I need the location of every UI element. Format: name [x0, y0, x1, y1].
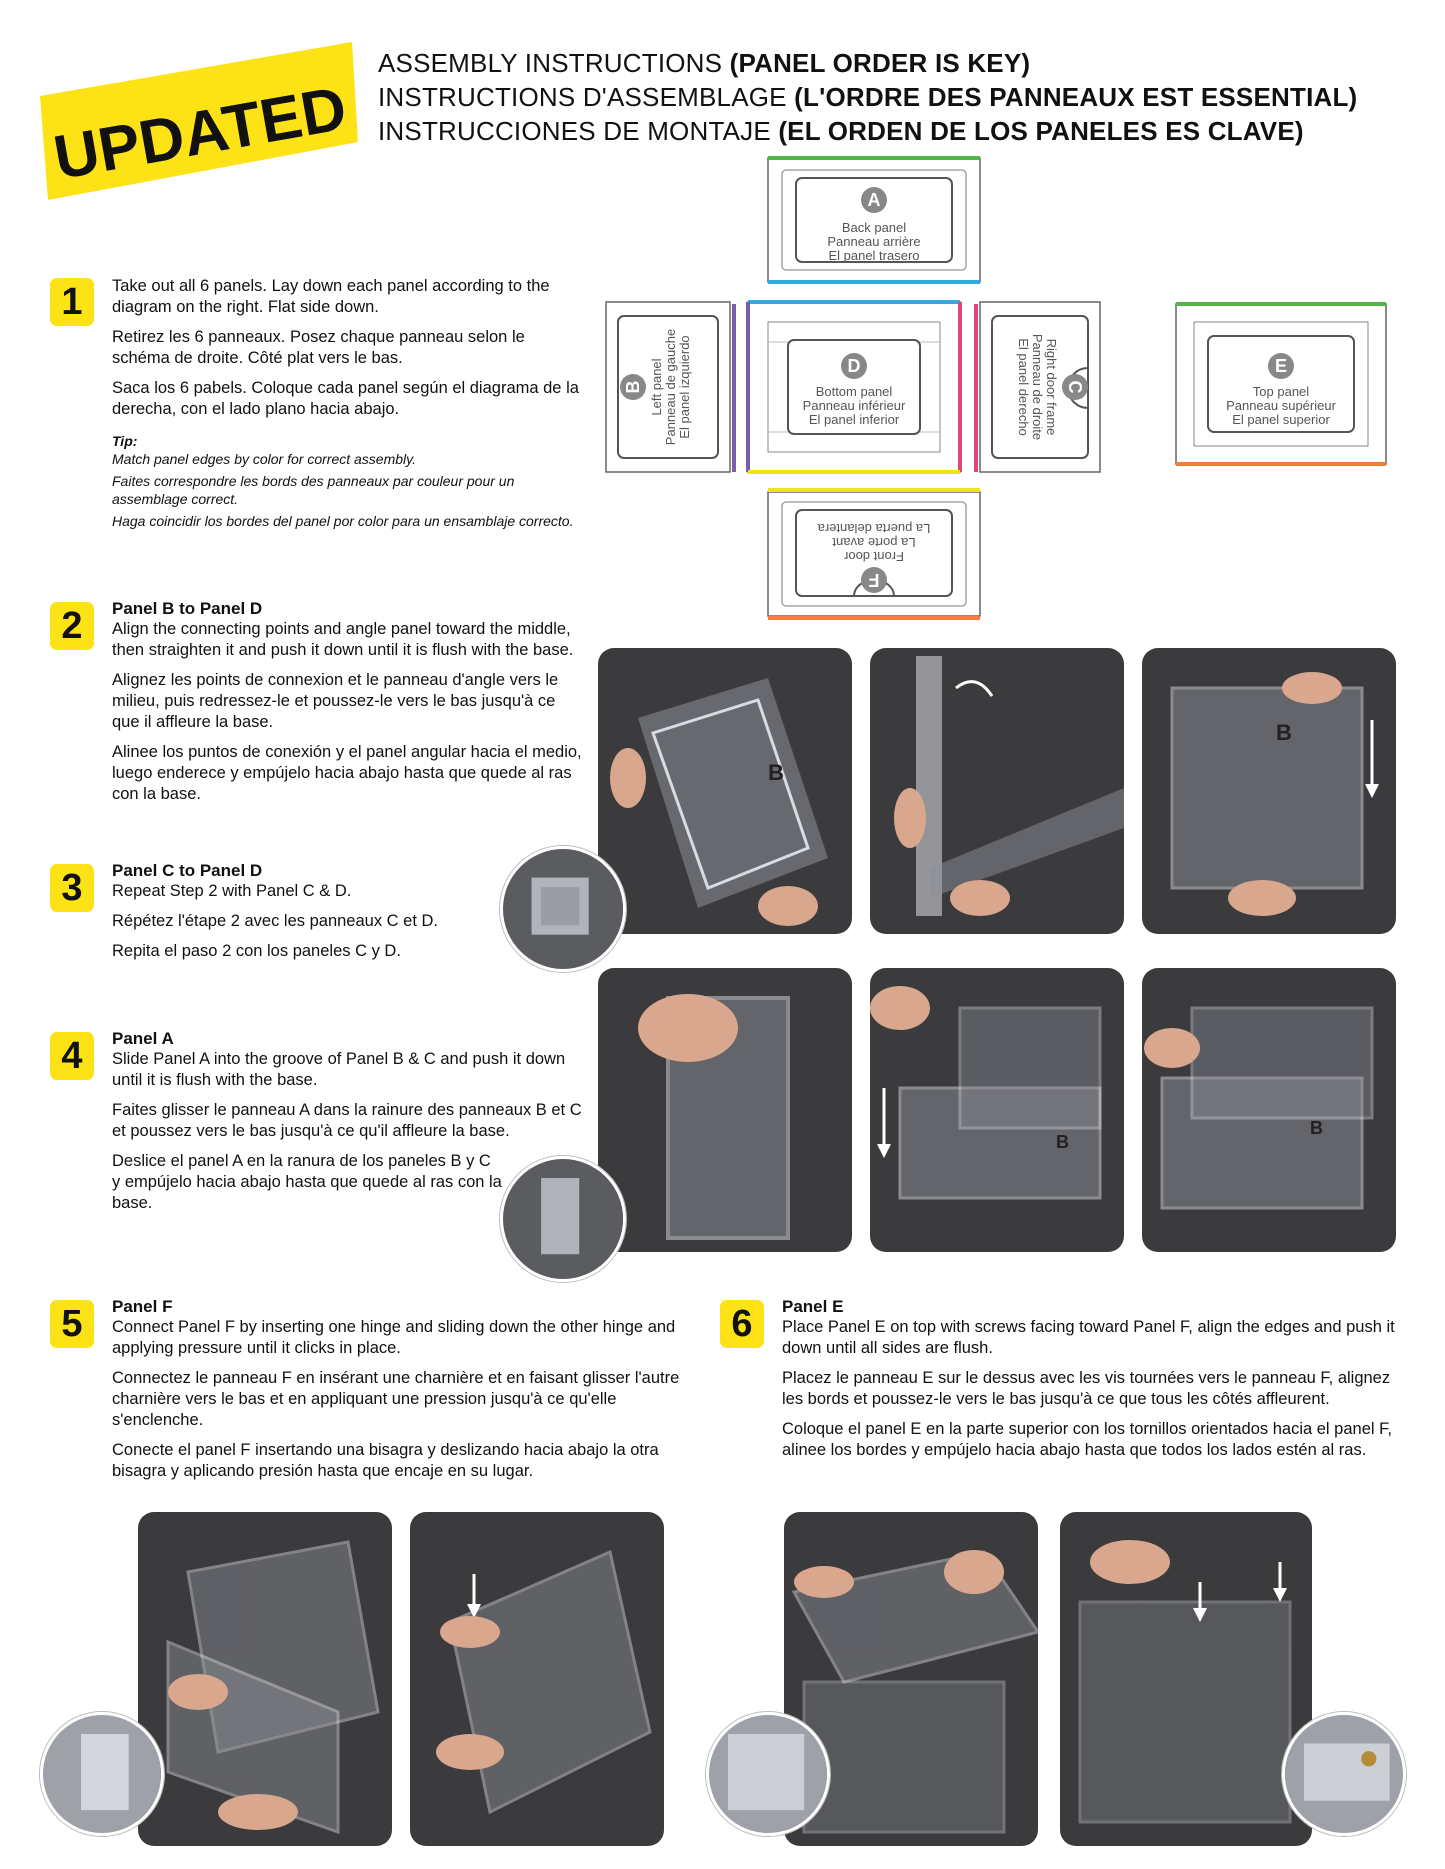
step-5-detail-circle: [40, 1712, 164, 1836]
panel-c-diagram: [976, 302, 1100, 472]
panel-b-letter: B: [623, 380, 643, 394]
title-en: ASSEMBLY INSTRUCTIONS: [378, 48, 730, 78]
step-4-fr: Faites glisser le panneau A dans la rainure des panneaux B et C et poussez vers le bas jusqu'à ce qu'il affleure la base.: [112, 1101, 582, 1140]
step-4-detail-circle: [500, 1156, 626, 1282]
tip-label: Tip:: [112, 433, 138, 449]
page-title: [378, 46, 1357, 148]
panel-c-letter: C: [1065, 380, 1085, 394]
panel-f-letter: F: [868, 570, 880, 590]
panel-b-fr: Panneau de gauche: [663, 328, 678, 446]
step-1-es: Saca los 6 pabels. Coloque cada panel según el diagrama de la derecha, con el lado plano hacia abajo.: [112, 379, 579, 418]
title-es: INSTRUCCIONES DE MONTAJE: [378, 116, 779, 146]
step-3-number: 3: [50, 864, 94, 912]
panel-c-fr: Panneau de droite: [1030, 333, 1045, 441]
step-2-photo-1: [598, 648, 852, 934]
panel-c-en: Right door frame: [1044, 338, 1059, 436]
step-4-photo-3-mark: B: [1310, 1118, 1323, 1138]
step-4-number: 4: [50, 1032, 94, 1080]
panel-e-diagram: [1176, 304, 1386, 464]
panel-f-es: La puerta delantera: [817, 521, 931, 536]
panel-e-letter: E: [1274, 356, 1288, 376]
title-fr: INSTRUCTIONS D'ASSEMBLAGE: [378, 82, 795, 112]
step-5-en: Connect Panel F by inserting one hinge and sliding down the other hinge and applying pressure until it clicks in place.: [112, 1318, 676, 1357]
step-5-fr: Connectez le panneau F en insérant une charnière et en faisant glisser l'autre charnière vers le bas et en appliquant une pression jusqu'à ce qu'elle s'enclenche.: [112, 1369, 680, 1429]
step-6-es: Coloque el panel E en la parte superior con los tornillos orientados hacia el panel F, alinee los bordes y empújelo hacia abajo hasta que todos los lados estén al ras.: [782, 1420, 1392, 1459]
tip-en: Match panel edges by color for correct assembly.: [112, 451, 416, 467]
step-4-photo-3: [1142, 968, 1396, 1252]
step-6-heading: Panel E: [782, 1297, 844, 1316]
step-1-number: 1: [50, 278, 94, 326]
badge-text: UPDATED: [48, 73, 352, 194]
panel-d-letter: D: [847, 356, 861, 376]
step-6-en: Place Panel E on top with screws facing toward Panel F, align the edges and push it down until all sides are flush.: [782, 1318, 1395, 1357]
title-fr-bold: (L'ORDRE DES PANNEAUX EST ESSENTIAL): [794, 82, 1358, 112]
panel-a-fr: Panneau arrière: [827, 234, 921, 249]
step-2: [112, 598, 587, 814]
step-4-photo-1: [598, 968, 852, 1252]
step-1-fr: Retirez les 6 panneaux. Posez chaque panneau selon le schéma de droite. Côté plat vers le bas.: [112, 328, 525, 367]
panel-c-es: El panel derecho: [1016, 338, 1031, 436]
step-3-heading: Panel C to Panel D: [112, 861, 263, 880]
step-5-heading: Panel F: [112, 1297, 173, 1316]
panel-f-fr: La porte avant: [832, 535, 916, 550]
tip-es: Haga coincidir los bordes del panel por color para un ensamblaje correcto.: [112, 513, 574, 529]
step-4-es: Deslice el panel A en la ranura de los paneles B y C y empújelo hacia abajo hasta que quede al ras con la base.: [112, 1152, 502, 1212]
panel-a-diagram: [768, 158, 980, 282]
step-5-photo-2: [410, 1512, 664, 1846]
step-6-photo-2: [1060, 1512, 1312, 1846]
step-3-fr: Répétez l'étape 2 avec les panneaux C et D.: [112, 912, 439, 930]
panel-f-en: Front door: [844, 549, 904, 564]
step-6-detail-circle-right: [1282, 1712, 1406, 1836]
step-2-photo-3: [1142, 648, 1396, 934]
step-6: [782, 1296, 1412, 1470]
step-4-heading: Panel A: [112, 1029, 174, 1048]
step-6-fr: Placez le panneau E sur le dessus avec les vis tournées vers le panneau F, alignez les bords et poussez-le vers le bas jusqu'à ce que tous les côtés affleurent.: [782, 1369, 1391, 1408]
panel-d-diagram: [748, 302, 960, 472]
panel-a-en: Back panel: [841, 220, 907, 235]
panel-layout-diagram: [600, 156, 1390, 622]
step-2-number: 2: [50, 602, 94, 650]
tip: [112, 432, 582, 530]
panel-d-en: Bottom panel: [815, 384, 893, 399]
step-1-en: Take out all 6 panels. Lay down each panel according to the diagram on the right. Flat side down.: [112, 277, 550, 316]
updated-badge: [40, 42, 358, 200]
step-4-en: Slide Panel A into the groove of Panel B & C and push it down until it is flush with the base.: [112, 1050, 566, 1089]
step-5-es: Conecte el panel F insertando una bisagra y deslizando hacia abajo la otra bisagra y aplicando presión hasta que encaje en su lugar.: [112, 1441, 659, 1480]
step-5-number: 5: [50, 1300, 94, 1348]
step-2-es: Alinee los puntos de conexión y el panel angular hacia el medio, luego enderece y empújelo hacia abajo hasta que quede al ras con la base.: [112, 743, 582, 803]
panel-b-es: El panel izquierdo: [677, 335, 692, 439]
panel-e-fr: Panneau supérieur: [1226, 398, 1336, 413]
panel-a-letter: A: [867, 190, 881, 210]
step-4-photo-2-mark: B: [1056, 1132, 1069, 1152]
step-6-detail-circle-left: [706, 1712, 830, 1836]
panel-f-diagram: [768, 490, 980, 618]
step-6-number: 6: [720, 1300, 764, 1348]
panel-b-diagram: [606, 302, 734, 472]
panel-b-en: Left panel: [649, 358, 664, 416]
step-2-en: Align the connecting points and angle panel toward the middle, then straighten it and push it down until it is flush with the base.: [112, 620, 574, 659]
step-3: [112, 860, 512, 971]
tip-fr: Faites correspondre les bords des panneaux par couleur pour un assemblage correct.: [112, 473, 515, 507]
step-2-detail-circle: [500, 846, 626, 972]
title-en-bold: (PANEL ORDER IS KEY): [729, 48, 1031, 78]
panel-d-es: El panel inferior: [808, 412, 900, 427]
step-2-fr: Alignez les points de connexion et le panneau d'angle vers le milieu, puis redressez-le et poussez-le vers le bas jusqu'à ce que il affleure la base.: [112, 671, 559, 731]
panel-a-es: El panel trasero: [828, 248, 920, 263]
step-3-en: Repeat Step 2 with Panel C & D.: [112, 882, 352, 900]
step-5: [112, 1296, 692, 1491]
step-3-es: Repita el paso 2 con los paneles C y D.: [112, 942, 401, 960]
step-1: [112, 276, 582, 534]
panel-e-es: El panel superior: [1232, 412, 1330, 427]
step-2-heading: Panel B to Panel D: [112, 599, 263, 618]
step-2-photo-2: [870, 648, 1124, 934]
step-4-photo-2: [870, 968, 1124, 1252]
panel-e-en: Top panel: [1252, 384, 1310, 399]
step-2-photo-3-mark: B: [1276, 720, 1292, 745]
step-2-photo-1-mark: B: [768, 760, 784, 785]
title-es-bold: (EL ORDEN DE LOS PANELES ES CLAVE): [778, 116, 1304, 146]
step-5-photo-1: [138, 1512, 392, 1846]
panel-d-fr: Panneau inférieur: [802, 398, 906, 413]
